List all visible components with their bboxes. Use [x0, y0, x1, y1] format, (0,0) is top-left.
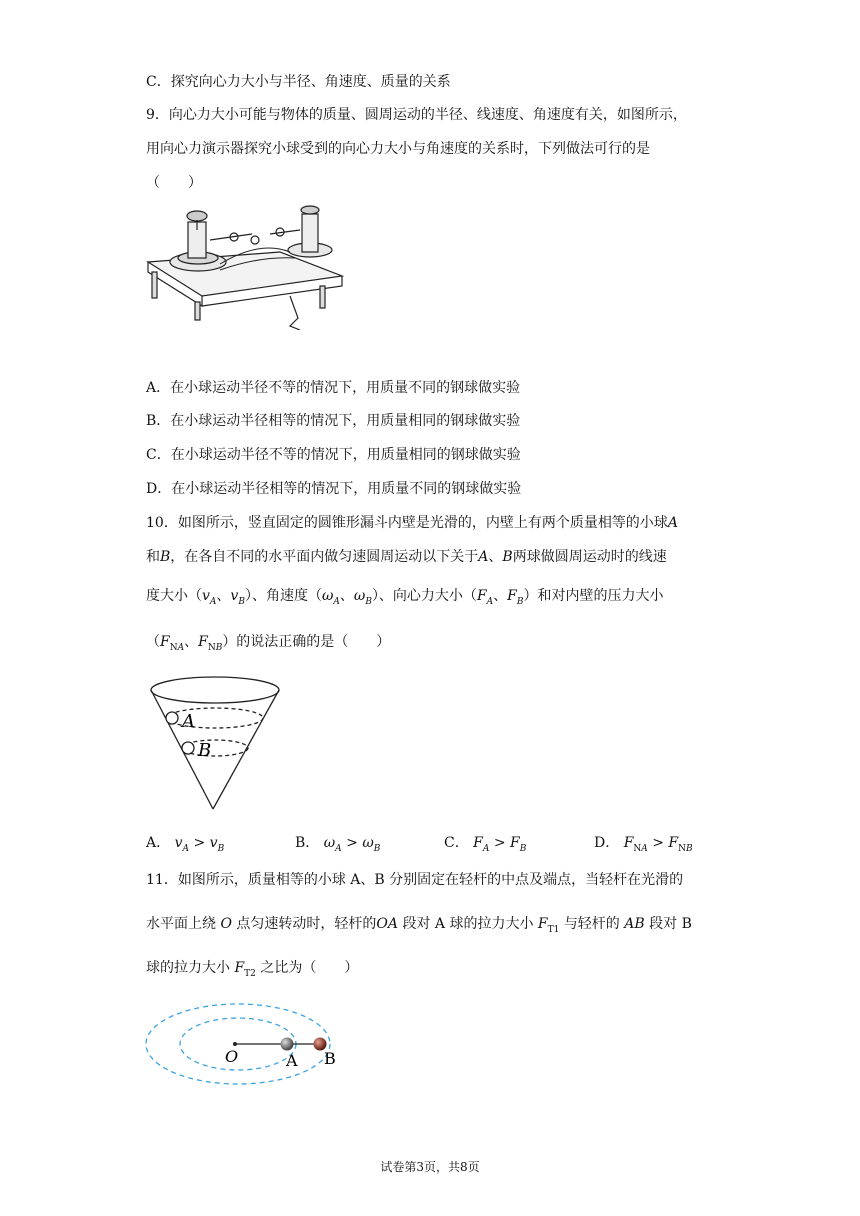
q10-option-b: B． $\omega_A > \omega_B$ — [295, 835, 381, 854]
q11-text: 之比为（ ） — [260, 960, 359, 976]
q10-stem-line4: （$F_{NA}$、$F_{NB}$）的说法正确的是（ ） — [146, 634, 391, 653]
q11-stem-line3: 球的拉力大小 $F_{T2}$ 之比为（ ） — [146, 960, 359, 979]
q10-text: 两球做圆周运动时的线速 — [512, 549, 667, 565]
q10-stem-line1 — [146, 513, 678, 533]
figure-label-a: A — [286, 1051, 298, 1070]
q11-stem-line2: 水平面上绕 O 点匀速转动时，轻杆的OA 段对 A 球的拉力大小 $F_{T1}$ 与轻杆的 AB 段对 B — [146, 916, 692, 935]
page-footer: 试卷第3页，共8页 — [380, 1160, 480, 1174]
q10-text: 、 — [488, 549, 503, 565]
q10-stem-line3: 度大小（$v_A$、$v_B$）、角速度（$\omega_A$、$\omega_B$）、向心力大小（$F_A$、$F_B$）和对内壁的压力大小 — [146, 588, 664, 607]
q10-text: 和 — [146, 549, 160, 565]
q10-text: 度大小（ — [146, 588, 202, 604]
option-expr: v — [174, 835, 183, 851]
ball-b-label: B — [502, 549, 513, 565]
option-expr: F — [473, 835, 483, 851]
option-letter: A． — [146, 835, 171, 851]
ball-a-label: A — [667, 515, 678, 531]
q9-stem-line1: 9．向心力大小可能与物体的质量、圆周运动的半径、线速度、角速度有关，如图所示， — [146, 107, 687, 123]
rotating-rod-figure — [140, 998, 360, 1093]
q10-text: ）和对内壁的压力大小 — [523, 588, 664, 604]
segment-oa-label: OA — [376, 916, 398, 932]
option-letter: C． — [444, 835, 469, 851]
figure-label-b: B — [324, 1049, 336, 1068]
q10-text: ，在各自不同的水平面内做匀速圆周运动以下关于 — [170, 549, 479, 565]
q11-text: 水平面上绕 — [146, 916, 216, 932]
q11-text: 点匀速转动时，轻杆的 — [236, 916, 377, 932]
q9-option-d: D．在小球运动半径相等的情况下，用质量不同的钢球做实验 — [146, 481, 522, 497]
option-expr: F — [623, 835, 634, 851]
q10-option-c: C． $F_A > F_B$ — [444, 835, 527, 854]
q9-option-c: C．在小球运动半径不等的情况下，用质量相同的钢球做实验 — [146, 447, 521, 463]
q11-text: 段对 A 球的拉力大小 — [402, 916, 534, 932]
ball-b-label: B — [160, 549, 171, 565]
option-letter: D． — [594, 835, 620, 851]
figure-label-a: A — [182, 711, 195, 732]
option-letter: B． — [295, 835, 320, 851]
q9-option-a: A．在小球运动半径不等的情况下，用质量不同的钢球做实验 — [146, 380, 521, 396]
q10-option-a: A． $v_A > v_B$ — [146, 835, 225, 854]
q10-text: 10．如图所示，竖直固定的圆锥形漏斗内壁是光滑的，内壁上有两个质量相等的小球 — [146, 515, 668, 531]
q10-text: ）的说法正确的是（ ） — [222, 634, 391, 650]
q11-text: 球的拉力大小 — [146, 960, 230, 976]
q11-text: 段对 B — [649, 916, 692, 932]
figure-label-o: O — [225, 1047, 239, 1066]
q9-stem-line2: 用向心力演示器探究小球受到的向心力大小与角速度的关系时，下列做法可行的是 — [146, 141, 650, 157]
q10-option-d: D． $F_{NA} > F_{NB}$ — [594, 835, 693, 854]
q9-answer-bracket: （ ） — [146, 175, 202, 191]
q11-text: 与轻杆的 — [563, 916, 620, 932]
centripetal-force-demonstrator-figure — [140, 200, 360, 330]
figure-label-b: B — [198, 740, 212, 761]
q8-option-c: C．探究向心力大小与半径、角速度、质量的关系 — [146, 74, 451, 90]
q9-option-b: B．在小球运动半径相等的情况下，用质量相同的钢球做实验 — [146, 413, 521, 429]
q10-stem-line2 — [146, 547, 667, 567]
ball-a-label: A — [478, 549, 489, 565]
option-expr: ω — [323, 835, 336, 851]
q10-text: ）、角速度（ — [244, 588, 322, 604]
q11-stem-line1: 11．如图所示，质量相等的小球 A、B 分别固定在轻杆的中点及端点，当轻杆在光滑的 — [146, 872, 684, 888]
segment-ab-label: AB — [624, 916, 645, 932]
q10-text: ）、向心力大小（ — [371, 588, 477, 604]
point-o-label: O — [220, 916, 232, 932]
cone-funnel-figure — [140, 670, 290, 815]
